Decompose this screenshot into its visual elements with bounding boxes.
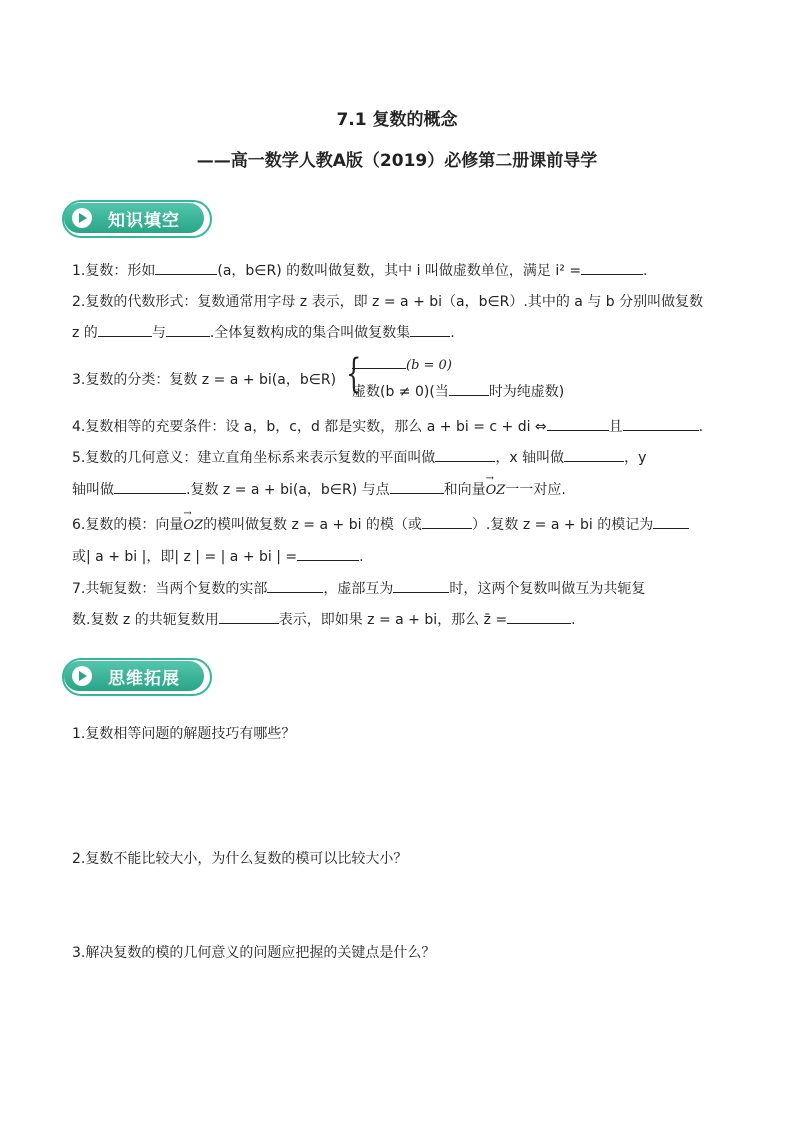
- question-1: 1.复数相等问题的解题技巧有哪些？: [72, 726, 296, 742]
- item-1: 1.复数：形如 (a，b∈R) 的数叫做复数，其中 i 叫做虚数单位，满足 i² = .: [72, 263, 648, 279]
- section-badge-thinking: 思维拓展: [62, 658, 212, 696]
- item-3-real: (b = 0): [352, 356, 452, 373]
- page-title: 7.1 复数的概念: [336, 110, 458, 130]
- item-7-line-1: 7.共轭复数：当两个复数的实部 ，虚部互为 时，这两个复数叫做互为共轭复: [72, 581, 646, 597]
- item-3-imag: 虚数(b ≠ 0)(当 时为纯虚数): [352, 384, 565, 400]
- page-subtitle: ——高一数学人教A版（2019）必修第二册课前导学: [196, 151, 598, 171]
- item-7-line-2: 数.复数 z 的共轭复数用 表示，即如果 z = a + bi，那么 z̄ = .: [72, 612, 576, 628]
- section-badge-knowledge: 知识填空: [62, 200, 212, 238]
- item-3: 3.复数的分类：复数 z = a + bi(a，b∈R): [72, 372, 337, 388]
- play-icon: [72, 666, 92, 686]
- play-icon: [72, 208, 92, 228]
- question-2: 2.复数不能比较大小，为什么复数的模可以比较大小？: [72, 851, 408, 867]
- item-5-line-2: 轴叫做 .复数 z = a + bi(a，b∈R) 与点 和向量→ OZ一一对应.: [72, 479, 566, 499]
- item-5-line-1: 5.复数的几何意义：建立直角坐标系来表示复数的平面叫做 ，x 轴叫做 ，y: [72, 450, 647, 466]
- item-6-line-1: 6.复数的模：向量→ OZ的模叫做复数 z = a + bi 的模（或 ）.复数 z = a + bi 的模记为: [72, 514, 689, 534]
- item-6-line-2: 或| a + bi |，即| z | = | a + bi | = .: [72, 549, 364, 565]
- brace: {: [346, 351, 362, 397]
- item-4: 4.复数相等的充要条件：设 a，b，c，d 都是实数，那么 a + bi = c + di ⇔ 且 .: [72, 419, 704, 435]
- item-2-line-2: z 的 与 .全体复数构成的集合叫做复数集 .: [72, 325, 455, 341]
- item-2-line-1: 2.复数的代数形式：复数通常用字母 z 表示，即 z = a + bi（a，b∈R）.其中的 a 与 b 分别叫做复数: [72, 294, 704, 310]
- question-3: 3.解决复数的模的几何意义的问题应把握的关键点是什么？: [72, 945, 436, 961]
